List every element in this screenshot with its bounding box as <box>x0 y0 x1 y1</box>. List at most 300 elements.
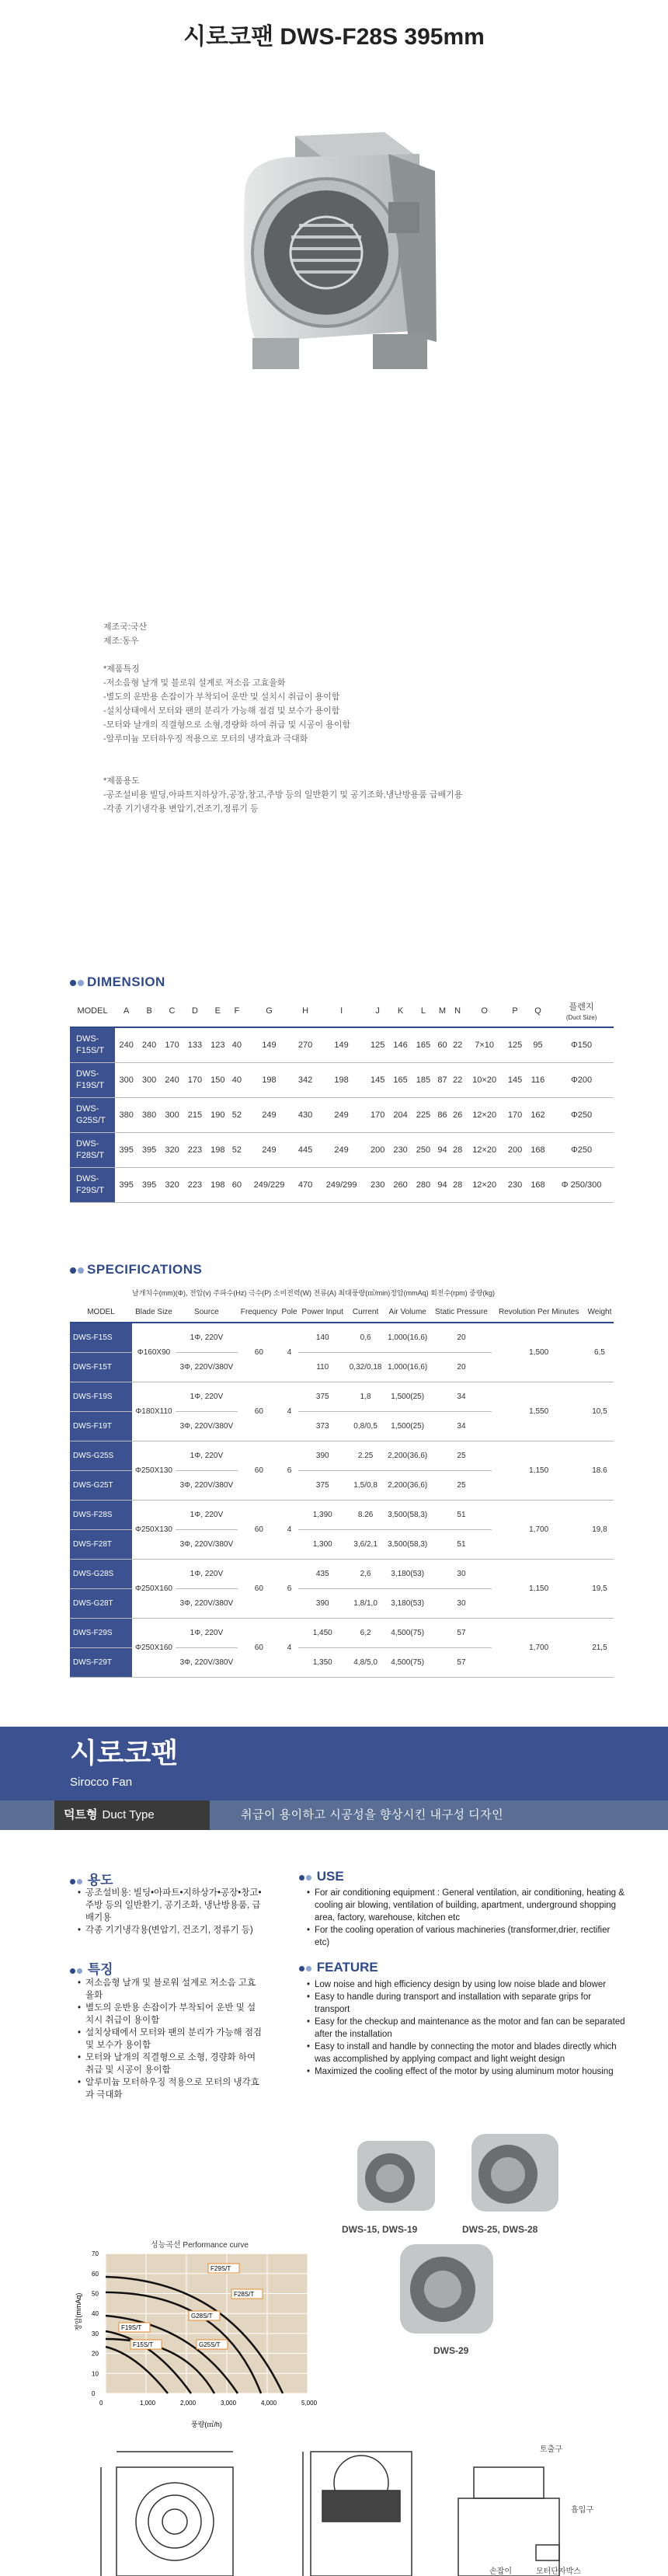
table-cell: 240 <box>161 1062 183 1097</box>
table-cell: 445 <box>294 1132 316 1167</box>
table-cell: 1,390 <box>298 1500 346 1529</box>
table-cell: 260 <box>389 1167 412 1202</box>
table-cell: 198 <box>207 1167 229 1202</box>
dim-col-header: G <box>245 995 294 1027</box>
model-caption-3: DWS-29 <box>433 2345 469 2356</box>
uses-title: *제품용도 <box>103 776 140 786</box>
list-item: • Easy to handle during transport and installation with separate grips for transport <box>307 1991 625 2016</box>
table-cell: 320 <box>161 1167 183 1202</box>
catalog-title: 시로코팬 <box>70 1737 179 1769</box>
table-cell: 6 <box>280 1441 298 1500</box>
dim-col-header: C <box>161 995 183 1027</box>
table-cell: 1Φ, 220V <box>176 1323 238 1352</box>
table-cell: 1,550 <box>492 1382 585 1441</box>
features-title: *제품특징 <box>103 664 140 674</box>
list-item: • Easy to install and handle by connecting the motor and blades directly which was accomplished by applying compact and light weight design <box>307 2041 625 2065</box>
table-cell: 4 <box>280 1500 298 1559</box>
table-cell: 198 <box>245 1062 294 1097</box>
feature-en-list <box>307 1978 625 2078</box>
table-cell: 4 <box>280 1323 298 1382</box>
curve-label: G25S/T <box>199 2341 221 2348</box>
curve-label: F19S/T <box>121 2324 142 2331</box>
table-cell: 250 <box>412 1132 434 1167</box>
list-item: • 알루미늄 모터하우징 적용으로 모터의 냉각효과 극대화 <box>78 2076 264 2101</box>
table-cell: 10×20 <box>465 1062 504 1097</box>
table-cell: 3Φ, 220V/380V <box>176 1411 238 1441</box>
x-tick-label: 3,000 <box>221 2400 237 2407</box>
drawing-label-handle: 손잡이 <box>489 2567 512 2576</box>
table-cell: 300 <box>115 1062 137 1097</box>
table-cell: 22 <box>450 1062 465 1097</box>
use-line: -각종 기기냉각용 변압기,건조기,정류기 등 <box>103 804 259 814</box>
table-row <box>70 1027 614 1062</box>
table-cell: 2,200(36,6) <box>384 1441 431 1470</box>
table-cell: 150 <box>207 1062 229 1097</box>
feature-line: -설치상태에서 모터와 팬의 분리가 가능해 점검 및 보수가 용이함 <box>103 706 340 716</box>
perf-xlabel: 풍량(㎥/h) <box>191 2421 222 2428</box>
table-cell: 30 <box>430 1559 492 1588</box>
table-cell: 52 <box>229 1132 245 1167</box>
fan-image-large <box>388 2238 505 2339</box>
feature-line: -별도의 운반용 손잡이가 부착되어 운반 및 설치시 취급이 용이함 <box>103 692 340 702</box>
table-cell: 12×20 <box>465 1097 504 1132</box>
table-cell: 2,6 <box>346 1559 384 1588</box>
table-cell: 165 <box>389 1062 412 1097</box>
table-row <box>70 1132 614 1167</box>
table-cell: 3Φ, 220V/380V <box>176 1352 238 1382</box>
table-cell: 18.6 <box>586 1441 614 1500</box>
table-cell: Φ250X160 <box>132 1618 176 1677</box>
table-cell: 4,500(75) <box>384 1647 431 1677</box>
table-cell: 60 <box>238 1382 280 1441</box>
spec-col-header: Pole <box>280 1302 298 1323</box>
model-cell: DWS-F29T <box>70 1647 132 1677</box>
perf-title: 성능곡선 Performance curve <box>151 2241 249 2250</box>
dimension-drawings <box>70 2436 621 2576</box>
table-cell: 87 <box>435 1062 451 1097</box>
feature-ko-heading: 특징 <box>70 1958 113 1978</box>
table-cell: 6,5 <box>586 1323 614 1382</box>
y-tick-label: 20 <box>92 2350 99 2358</box>
performance-curve-chart <box>75 2238 322 2428</box>
table-row <box>70 1382 614 1411</box>
table-cell: 230 <box>389 1132 412 1167</box>
dim-col-header: N <box>450 995 465 1027</box>
table-cell: 123 <box>207 1027 229 1062</box>
table-cell: 149 <box>317 1027 367 1062</box>
spec-col-header: Current <box>346 1302 384 1323</box>
list-item: • 설치상태에서 모터와 팬의 분리가 가능해 점검 및 보수가 용이함 <box>78 2027 264 2051</box>
curve-label: F28S/T <box>234 2291 255 2298</box>
table-cell: 0,6 <box>346 1323 384 1352</box>
table-cell: 7×10 <box>465 1027 504 1062</box>
feature-line: -알루미늄 모터하우징 적용으로 모터의 냉각효과 극대화 <box>103 734 308 744</box>
drawing-label-inlet: 흡입구 <box>571 2506 593 2515</box>
feature-en-heading: FEATURE <box>299 1960 378 1975</box>
dim-col-header: I <box>317 995 367 1027</box>
table-cell: 380 <box>115 1097 137 1132</box>
table-cell: 1,350 <box>298 1647 346 1677</box>
table-cell: 390 <box>298 1588 346 1618</box>
table-cell: 162 <box>527 1097 549 1132</box>
table-cell: 1Φ, 220V <box>176 1441 238 1470</box>
table-cell: 185 <box>412 1062 434 1097</box>
table-cell: 4,500(75) <box>384 1618 431 1647</box>
table-cell: 249/299 <box>317 1167 367 1202</box>
table-cell: 225 <box>412 1097 434 1132</box>
table-cell: 249 <box>317 1132 367 1167</box>
table-cell: 6,2 <box>346 1618 384 1647</box>
model-cell: DWS-F28S/T <box>70 1132 115 1167</box>
table-cell: 1Φ, 220V <box>176 1500 238 1529</box>
dim-col-header: D <box>183 995 206 1027</box>
feature-line: -모터와 날개의 직결형으로 소형,경량화 하여 취급 및 시공이 용이함 <box>103 720 351 730</box>
table-cell: 204 <box>389 1097 412 1132</box>
table-cell: 40 <box>229 1062 245 1097</box>
table-row <box>70 1441 614 1470</box>
table-cell: 395 <box>137 1132 160 1167</box>
model-cell: DWS-G25T <box>70 1470 132 1500</box>
fan-image-small <box>342 2133 451 2219</box>
table-cell: 1,8 <box>346 1382 384 1411</box>
table-cell: 435 <box>298 1559 346 1588</box>
table-cell: 223 <box>183 1132 206 1167</box>
list-item: • 별도의 운반용 손잡이가 부착되어 운반 및 설치시 취급이 용이함 <box>78 2002 264 2027</box>
table-cell: Φ250X130 <box>132 1500 176 1559</box>
table-cell: 146 <box>389 1027 412 1062</box>
table-cell: 60 <box>238 1559 280 1618</box>
table-cell: 190 <box>207 1097 229 1132</box>
table-cell: 52 <box>229 1097 245 1132</box>
spec-col-header: Frequency <box>238 1302 280 1323</box>
table-cell: 8.26 <box>346 1500 384 1529</box>
table-cell: 1,300 <box>298 1529 346 1559</box>
x-tick-label: 5,000 <box>301 2400 318 2407</box>
table-cell: 140 <box>298 1323 346 1352</box>
table-cell: 3,180(53) <box>384 1588 431 1618</box>
table-cell: 1Φ, 220V <box>176 1618 238 1647</box>
table-cell: 25 <box>430 1441 492 1470</box>
table-cell: 1,450 <box>298 1618 346 1647</box>
table-cell: 3,6/2,1 <box>346 1529 384 1559</box>
table-cell: 145 <box>366 1062 388 1097</box>
table-cell: 1,8/1,0 <box>346 1588 384 1618</box>
table-cell: 249/229 <box>245 1167 294 1202</box>
table-cell: 2.25 <box>346 1441 384 1470</box>
table-cell: 125 <box>366 1027 388 1062</box>
catalog-tagline: 취급이 용이하고 시공성을 향상시킨 내구성 디자인 <box>241 1808 504 1821</box>
table-cell: 25 <box>430 1470 492 1500</box>
table-cell: 20 <box>430 1323 492 1352</box>
table-cell: 165 <box>412 1027 434 1062</box>
table-cell: 300 <box>161 1097 183 1132</box>
dim-col-header: B <box>137 995 160 1027</box>
model-cell: DWS-F29S/T <box>70 1167 115 1202</box>
table-cell: 168 <box>527 1132 549 1167</box>
table-cell: 3,500(58,3) <box>384 1529 431 1559</box>
table-cell: 395 <box>115 1132 137 1167</box>
model-cell: DWS-F15S/T <box>70 1027 115 1062</box>
use-en-list <box>307 1887 625 1949</box>
table-cell: 198 <box>317 1062 367 1097</box>
curve-label: G28S/T <box>191 2313 213 2320</box>
table-cell: 249 <box>245 1132 294 1167</box>
table-cell: 395 <box>137 1167 160 1202</box>
table-cell: 20 <box>430 1352 492 1382</box>
dim-col-header: 플렌지 (Duct Size) <box>549 995 614 1027</box>
table-cell: 2,200(36,6) <box>384 1470 431 1500</box>
table-cell: 240 <box>115 1027 137 1062</box>
table-cell: 60 <box>238 1323 280 1382</box>
table-row <box>70 1618 614 1647</box>
table-cell: 1,500 <box>492 1323 585 1382</box>
x-tick-label: 0 <box>99 2400 103 2407</box>
table-cell: 19,8 <box>586 1500 614 1559</box>
dim-col-header: H <box>294 995 316 1027</box>
table-cell: 0,8/0,5 <box>346 1411 384 1441</box>
curve-label: F15S/T <box>133 2341 154 2348</box>
table-cell: 1,700 <box>492 1618 585 1677</box>
table-cell: 470 <box>294 1167 316 1202</box>
table-cell: 1Φ, 220V <box>176 1382 238 1411</box>
spec-col-header: Weight <box>586 1302 614 1323</box>
model-cell: DWS-G25S/T <box>70 1097 115 1132</box>
table-cell: 1,000(16,6) <box>384 1323 431 1352</box>
table-cell: 94 <box>435 1132 451 1167</box>
table-cell: 230 <box>366 1167 388 1202</box>
table-cell: Φ250 <box>549 1132 614 1167</box>
table-row <box>70 1062 614 1097</box>
dimension-table <box>70 995 614 1203</box>
table-cell: 168 <box>527 1167 549 1202</box>
model-cell: DWS-G28S <box>70 1559 132 1588</box>
page-title: 시로코팬 DWS-F28S 395mm <box>183 24 485 50</box>
table-cell: 1,150 <box>492 1441 585 1500</box>
y-tick-label: 60 <box>92 2270 99 2278</box>
table-cell: 342 <box>294 1062 316 1097</box>
table-cell: 300 <box>137 1062 160 1097</box>
spec-col-header: Revolution Per Minutes <box>492 1302 585 1323</box>
list-item: • Easy for the checkup and maintenance as the motor and fan can be separated after the installation <box>307 2016 625 2041</box>
table-cell: 1,700 <box>492 1500 585 1559</box>
use-ko-heading: 용도 <box>70 1869 113 1888</box>
table-cell: 380 <box>137 1097 160 1132</box>
table-cell: 198 <box>207 1132 229 1167</box>
table-cell: 200 <box>503 1132 526 1167</box>
table-cell: 3Φ, 220V/380V <box>176 1588 238 1618</box>
table-cell: 94 <box>435 1167 451 1202</box>
duct-type-label: 덕트형 Duct Type <box>54 1800 210 1830</box>
table-cell: Φ250X160 <box>132 1559 176 1618</box>
table-cell: 4,8/5,0 <box>346 1647 384 1677</box>
table-cell: 21,5 <box>586 1618 614 1677</box>
table-cell: 170 <box>161 1027 183 1062</box>
table-cell: 3,500(58,3) <box>384 1500 431 1529</box>
model-cell: DWS-G28T <box>70 1588 132 1618</box>
table-cell: 86 <box>435 1097 451 1132</box>
list-item: • 모터와 날개의 직결형으로 소형, 경량화 하여 취급 및 시공이 용이함 <box>78 2051 264 2076</box>
catalog-type-bar <box>0 1800 668 1830</box>
fan-image-medium <box>460 2128 569 2219</box>
table-cell: 34 <box>430 1382 492 1411</box>
table-cell: 51 <box>430 1529 492 1559</box>
dim-col-header: P <box>503 995 526 1027</box>
table-cell: 240 <box>137 1027 160 1062</box>
table-cell: 170 <box>366 1097 388 1132</box>
spec-col-header: Static Pressure <box>430 1302 492 1323</box>
x-tick-label: 1,000 <box>140 2400 156 2407</box>
product-info <box>103 620 462 816</box>
table-cell: 1,500(25) <box>384 1411 431 1441</box>
y-tick-label: 40 <box>92 2310 99 2318</box>
table-cell: 270 <box>294 1027 316 1062</box>
table-cell: 430 <box>294 1097 316 1132</box>
table-cell: 4 <box>280 1382 298 1441</box>
table-cell: 12×20 <box>465 1132 504 1167</box>
table-cell: 170 <box>183 1062 206 1097</box>
table-cell: 4 <box>280 1618 298 1677</box>
table-cell: 3Φ, 220V/380V <box>176 1529 238 1559</box>
model-cell: DWS-G25S <box>70 1441 132 1470</box>
table-cell: 57 <box>430 1618 492 1647</box>
x-tick-label: 4,000 <box>261 2400 277 2407</box>
y-tick-label: 70 <box>92 2250 99 2258</box>
feature-line: -저소음형 날개 및 블로워 설계로 저소음 고효율화 <box>103 678 286 688</box>
list-item: • 공조설비용: 빌딩•아파트•지하상가•공장•창고•주방 등의 일반환기, 공기조화, 냉난방용품, 급배기용 <box>78 1887 264 1924</box>
model-caption-2: DWS-25, DWS-28 <box>462 2224 538 2235</box>
dim-col-header: A <box>115 995 137 1027</box>
y-tick-label: 50 <box>92 2290 99 2298</box>
dim-col-header: F <box>229 995 245 1027</box>
model-cell: DWS-F28S <box>70 1500 132 1529</box>
table-cell: 95 <box>527 1027 549 1062</box>
table-cell: 12×20 <box>465 1167 504 1202</box>
table-cell: 0,32/0,18 <box>346 1352 384 1382</box>
table-cell: 3Φ, 220V/380V <box>176 1647 238 1677</box>
table-row <box>70 1097 614 1132</box>
table-cell: 3,180(53) <box>384 1559 431 1588</box>
table-cell: 133 <box>183 1027 206 1062</box>
table-cell: 51 <box>430 1500 492 1529</box>
dim-col-header: O <box>465 995 504 1027</box>
y-tick-label: 10 <box>92 2370 99 2378</box>
model-cell: DWS-F19S/T <box>70 1062 115 1097</box>
table-cell: 375 <box>298 1382 346 1411</box>
table-cell: Φ150 <box>549 1027 614 1062</box>
table-cell: 110 <box>298 1352 346 1382</box>
model-cell: DWS-F29S <box>70 1618 132 1647</box>
list-item: • 저소음형 날개 및 블로워 설계로 저소음 고효율화 <box>78 1977 264 2002</box>
table-cell: Φ180X110 <box>132 1382 176 1441</box>
dimension-heading: DIMENSION <box>70 974 165 990</box>
drawing-label-terminal-box: 모터단자박스 <box>536 2567 581 2576</box>
table-cell: 215 <box>183 1097 206 1132</box>
table-cell: 60 <box>238 1618 280 1677</box>
table-cell: 57 <box>430 1647 492 1677</box>
table-cell: Φ 250/300 <box>549 1167 614 1202</box>
list-item: • Low noise and high efficiency design by using low noise blade and blower <box>307 1978 625 1991</box>
table-cell: 60 <box>435 1027 451 1062</box>
table-row <box>70 1500 614 1529</box>
product-image <box>210 109 466 420</box>
table-cell: 60 <box>229 1167 245 1202</box>
dim-col-header: E <box>207 995 229 1027</box>
table-cell: 249 <box>245 1097 294 1132</box>
table-cell: 60 <box>238 1500 280 1559</box>
table-cell: 10,5 <box>586 1382 614 1441</box>
table-cell: 60 <box>238 1441 280 1500</box>
table-cell: 116 <box>527 1062 549 1097</box>
table-cell: Φ250 <box>549 1097 614 1132</box>
table-cell: 230 <box>503 1167 526 1202</box>
table-cell: 19,5 <box>586 1559 614 1618</box>
dim-col-header: Q <box>527 995 549 1027</box>
model-cell: DWS-F19S <box>70 1382 132 1411</box>
spec-col-header: MODEL <box>70 1302 132 1323</box>
table-cell: 390 <box>298 1441 346 1470</box>
dim-col-header: MODEL <box>70 995 115 1027</box>
table-cell: 3Φ, 220V/380V <box>176 1470 238 1500</box>
model-cell: DWS-F28T <box>70 1529 132 1559</box>
table-cell: 395 <box>115 1167 137 1202</box>
table-cell: 6 <box>280 1559 298 1618</box>
table-cell: 375 <box>298 1470 346 1500</box>
table-cell: 223 <box>183 1167 206 1202</box>
table-cell: 30 <box>430 1588 492 1618</box>
specifications-heading: SPECIFICATIONS <box>70 1262 202 1278</box>
dim-col-header: L <box>412 995 434 1027</box>
table-row <box>70 1559 614 1588</box>
table-cell: 28 <box>450 1167 465 1202</box>
list-item: • 각종 기기냉각용(변압기, 건조기, 정류기 등) <box>78 1924 264 1936</box>
dim-col-subheader: (Duct Size) <box>565 1013 597 1021</box>
spec-col-header: Blade Size <box>132 1302 176 1323</box>
table-cell: 1,500(25) <box>384 1382 431 1411</box>
table-cell: 373 <box>298 1411 346 1441</box>
table-cell: 125 <box>503 1027 526 1062</box>
table-cell: 149 <box>245 1027 294 1062</box>
table-cell: 200 <box>366 1132 388 1167</box>
spec-top-header: 날개치수(mm)(Φ), 전압(v) 주파수(Hz) 극수(P) 소비전력(W) 전류(A) 최대풍량(㎥/min)정압(mmAq) 회전수(rpm) 중량(kg) <box>132 1288 496 1297</box>
y-tick-label: 0 <box>92 2390 96 2397</box>
spec-col-header: Air Volume <box>384 1302 431 1323</box>
table-cell: 1,150 <box>492 1559 585 1618</box>
list-item: • For the cooling operation of various machineries (transformer,drier, rectifier etc) <box>307 1924 625 1949</box>
list-item: • For air conditioning equipment : General ventilation, air conditioning, heating & cooling air blowing, ventilation of building, apartment, underground shopping area, factory, warehouse, kitchen etc <box>307 1887 625 1924</box>
table-row <box>70 1167 614 1202</box>
spec-col-header: Power Input <box>298 1302 346 1323</box>
use-ko-list <box>78 1887 264 1936</box>
table-cell: 1,000(16,6) <box>384 1352 431 1382</box>
table-cell: Φ250X130 <box>132 1441 176 1500</box>
table-cell: 40 <box>229 1027 245 1062</box>
table-cell: 170 <box>503 1097 526 1132</box>
dim-col-header: J <box>366 995 388 1027</box>
origin-text: 제조국:국산 <box>103 622 148 632</box>
catalog-subtitle: Sirocco Fan <box>70 1776 133 1789</box>
table-cell: Φ200 <box>549 1062 614 1097</box>
table-cell: 320 <box>161 1132 183 1167</box>
table-cell: 280 <box>412 1167 434 1202</box>
curve-label: F29S/T <box>210 2265 231 2272</box>
table-cell: 249 <box>317 1097 367 1132</box>
specifications-table <box>70 1282 614 1678</box>
x-tick-label: 2,000 <box>180 2400 197 2407</box>
dim-col-header: K <box>389 995 412 1027</box>
model-cell: DWS-F15T <box>70 1352 132 1382</box>
use-en-heading: USE <box>299 1869 344 1884</box>
model-cell: DWS-F19T <box>70 1411 132 1441</box>
